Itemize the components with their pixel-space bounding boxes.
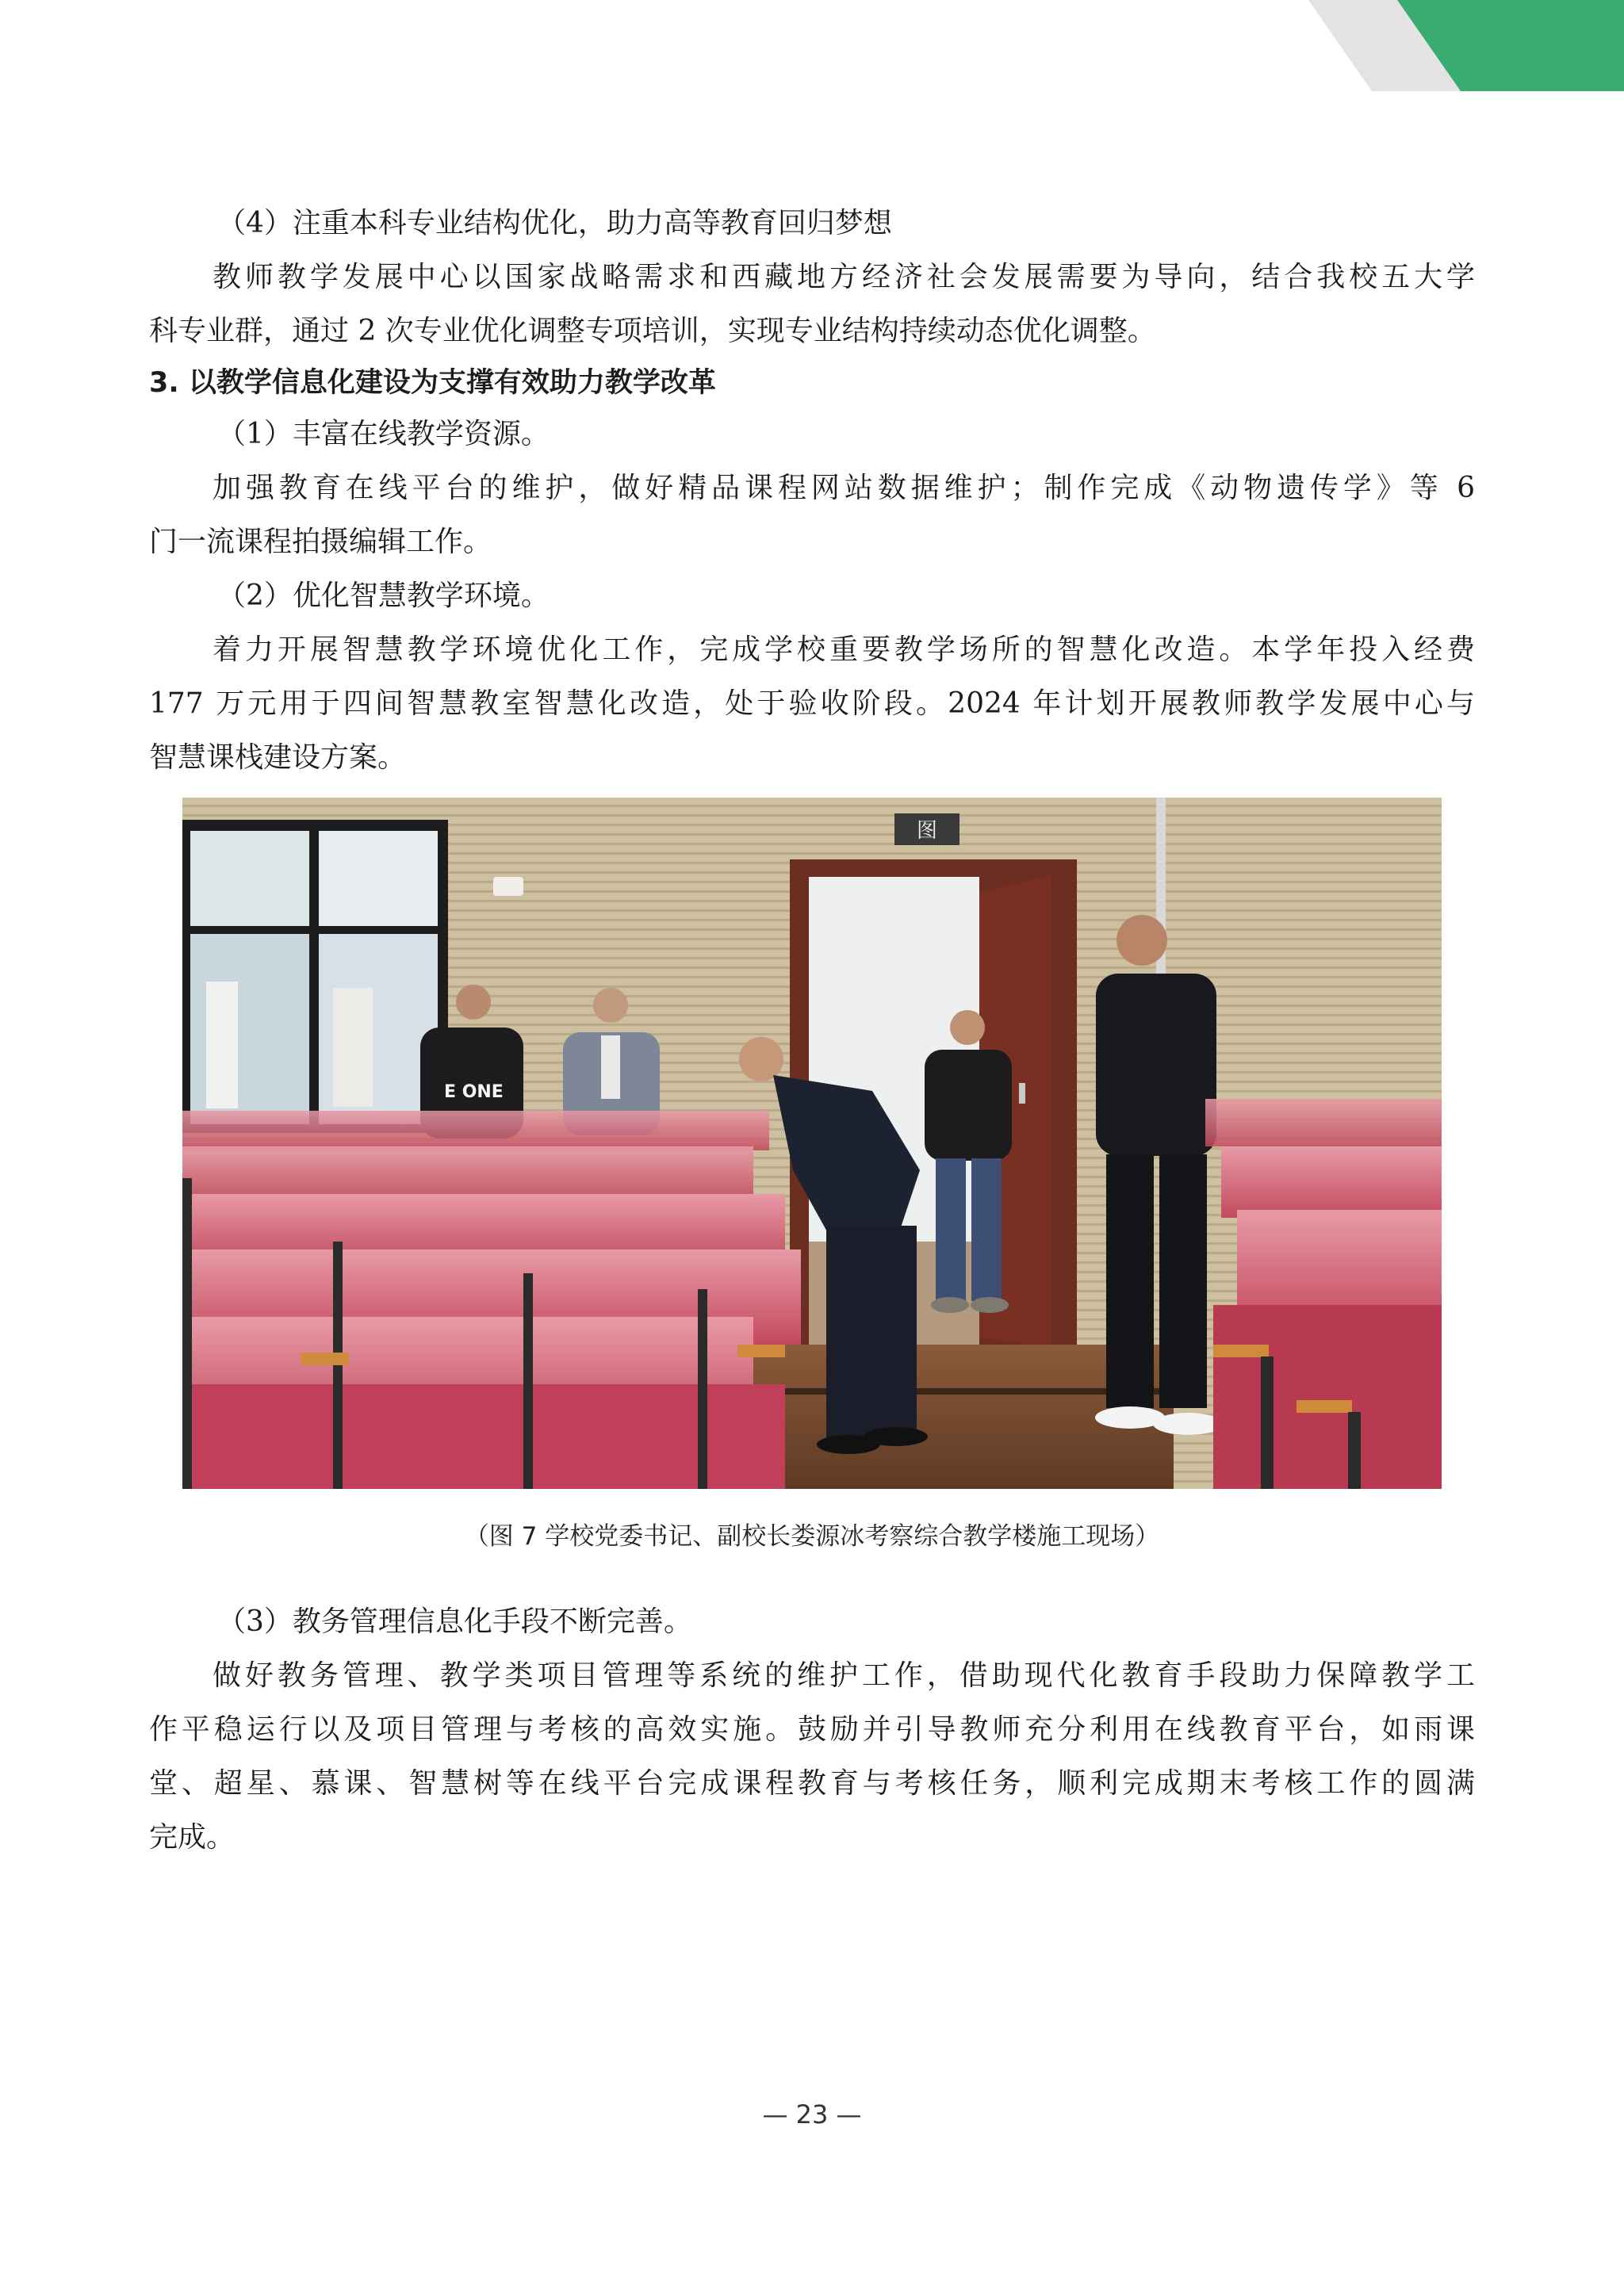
- paragraph-line: 着力开展智慧教学环境优化工作，完成学校重要教学场所的智慧化改造。本学年投入经费: [213, 633, 1475, 666]
- paragraph-line: 教师教学发展中心以国家战略需求和西藏地方经济社会发展需要为导向，结合我校五大学: [213, 261, 1475, 293]
- figure-caption: （图 7 学校党委书记、副校长娄源冰考察综合教学楼施工现场）: [464, 1522, 1160, 1551]
- paragraph-line: 做好教务管理、教学类项目管理等系统的维护工作，借助现代化教育手段助力保障教学工: [213, 1659, 1475, 1692]
- seat-rows-left: [182, 1111, 801, 1489]
- paragraph-line: 智慧课栈建设方案。: [149, 741, 407, 774]
- paragraph-line: 堂、超星、慕课、智慧树等在线平台完成课程教育与考核任务，顺利完成期末考核工作的圆满: [149, 1767, 1475, 1800]
- paragraph-line: 加强教育在线平台的维护，做好精品课程网站数据维护；制作完成《动物遗传学》等 6: [213, 472, 1475, 504]
- subheading-2: （2）优化智慧教学环境。: [217, 580, 550, 612]
- paragraph-line: 作平稳运行以及项目管理与考核的高效实施。鼓励并引导教师充分利用在线教育平台，如雨课: [149, 1713, 1475, 1746]
- upper-text-block: [149, 197, 1475, 785]
- paragraph-line: 177 万元用于四间智慧教室智慧化改造，处于验收阶段。2024 年计划开展教师教学发展中心与: [149, 687, 1475, 720]
- sign-text: 图: [916, 819, 938, 843]
- subheading-4: （4）注重本科专业结构优化，助力高等教育回归梦想: [217, 207, 892, 239]
- shirt-text: E ONE: [444, 1082, 504, 1102]
- seat-rows-right: [1205, 1099, 1442, 1489]
- auditorium-photo: [182, 798, 1442, 1489]
- paragraph-line: 科专业群，通过 2 次专业优化调整专项培训，实现专业结构持续动态优化调整。: [149, 315, 1156, 347]
- subheading-1: （1）丰富在线教学资源。: [217, 418, 550, 450]
- figure-photo: [182, 798, 1442, 1489]
- lower-text-block: [149, 1595, 1475, 1865]
- room-sign: [894, 813, 959, 845]
- wall-speaker: [493, 877, 523, 896]
- corner-decoration: [1267, 0, 1624, 91]
- window: [182, 820, 448, 1133]
- page-number: — 23 —: [762, 2099, 862, 2130]
- subheading-3: （3）教务管理信息化手段不断完善。: [217, 1605, 692, 1638]
- paragraph-line: 完成。: [149, 1821, 236, 1854]
- paragraph-line: 门一流课程拍摄编辑工作。: [149, 526, 492, 558]
- section-heading-3: 3. 以教学信息化建设为支撑有效助力教学改革: [149, 367, 716, 399]
